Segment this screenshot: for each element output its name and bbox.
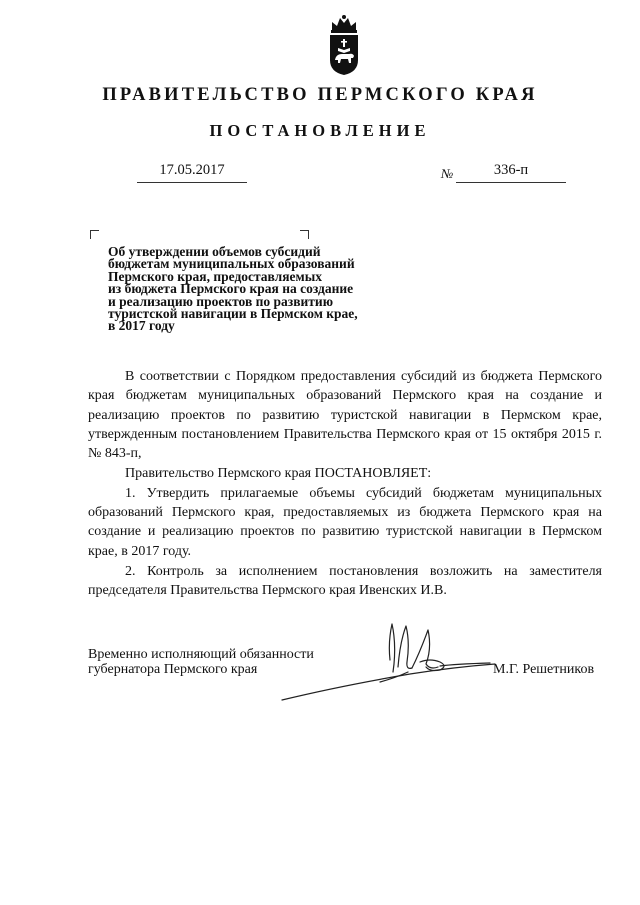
subject-line: бюджетам муниципальных образований	[108, 256, 355, 272]
number-label: №	[441, 166, 454, 181]
document-date: 17.05.2017	[137, 162, 247, 183]
document-type: ПОСТАНОВЛЕНИЕ	[209, 121, 431, 140]
subject-line: из бюджета Пермского края на создание	[108, 281, 354, 297]
document-body	[88, 367, 602, 601]
coat-of-arms-icon	[327, 14, 361, 76]
subject-corner-left	[90, 230, 99, 239]
body-paragraph-basis: В соответствии с Порядком предоставления субсидий из бюджета Пермского края бюджетам муниципальных образований Пермского края на создание и реализацию проектов по развитию туристской навигации в Пермском крае, утвержденным постановлением Правительства Пермского края от 15 октября 2015 г. № 843-п,	[88, 369, 602, 462]
signature-icon	[280, 612, 510, 707]
body-paragraph-item-2: 2. Контроль за исполнением постановления возложить на заместителя председателя Правительства Пермского края Ивенских И.В.	[88, 563, 602, 599]
signer-name: М.Г. Решетников	[493, 662, 595, 677]
body-paragraph-item-1: 1. Утвердить прилагаемые объемы субсидий бюджетам муниципальных образований Пермского края, предоставляемых из бюджета Пермского края на создание и реализацию проектов по развитию туристской навигации в Пермском крае, в 2017 году.	[88, 485, 602, 559]
government-title: ПРАВИТЕЛЬСТВО ПЕРМСКОГО КРАЯ	[102, 85, 538, 105]
signer-position-line: Временно исполняющий обязанности	[88, 647, 314, 662]
subject-line: Пермского края, предоставляемых	[108, 268, 323, 284]
subject-line: и реализацию проектов по развитию	[108, 293, 334, 309]
subject-line: туристской навигации в Пермском крае,	[108, 306, 358, 322]
signer-position-line: губернатора Пермского края	[88, 662, 258, 677]
document-subject	[108, 246, 408, 333]
subject-line: в 2017 году	[108, 318, 175, 334]
body-paragraph-resolves: Правительство Пермского края ПОСТАНОВЛЯЕТ:	[125, 466, 432, 482]
subject-line: Об утверждении объемов субсидий	[108, 244, 321, 259]
document-number: 336-п	[456, 162, 566, 183]
subject-corner-right	[300, 230, 309, 239]
